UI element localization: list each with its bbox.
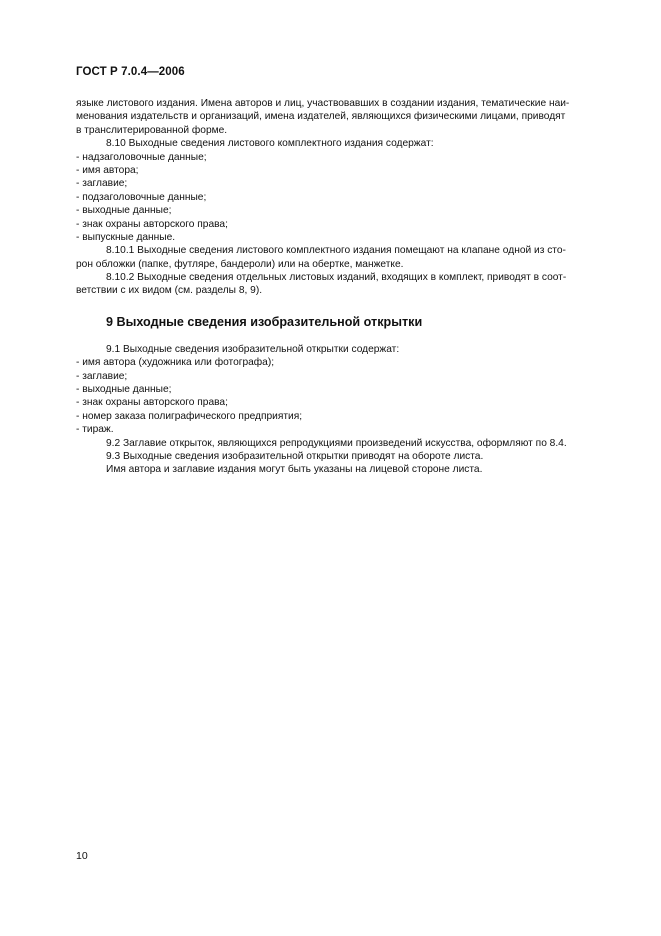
document-header: ГОСТ Р 7.0.4—2006 (76, 66, 185, 78)
text-line: 8.10.2 Выходные сведения отдельных листовых изданий, входящих в комплект, приводят в соот- (106, 272, 567, 284)
text-line: - надзаголовочные данные; (76, 151, 207, 163)
paragraph-block-top (76, 97, 616, 298)
text-line: ветствии с их видом (см. разделы 8, 9). (76, 285, 263, 297)
text-line: языке листового издания. Имена авторов и лиц, участвовавших в создании издания, тематические наи- (76, 98, 570, 109)
text-line: Имя автора и заглавие издания могут быть указаны на лицевой стороне листа. (106, 464, 483, 476)
text-line: - выходные данные; (76, 205, 172, 217)
text-line: - подзаголовочные данные; (76, 191, 207, 203)
text-line: менования издательств и организаций, имена издателей, являющихся физическими лицами, приводят (76, 111, 566, 123)
text-line: - тираж. (76, 424, 114, 436)
text-line: 8.10.1 Выходные сведения листового комплектного издания помещают на клапане одной из сто- (106, 245, 566, 257)
text-line: 8.10 Выходные сведения листового комплектного издания содержат: (106, 138, 434, 150)
text-line: - выпускные данные. (76, 231, 176, 243)
document-body (76, 97, 616, 477)
text-line: - знак охраны авторского права; (76, 218, 228, 230)
text-line: - номер заказа полиграфического предприятия; (76, 410, 303, 422)
text-line: 9.3 Выходные сведения изобразительной открытки приводят на обороте листа. (106, 450, 484, 462)
text-line: 9.2 Заглавие открыток, являющихся репродукциями произведений искусства, оформляют по 8.4. (106, 437, 567, 449)
paragraph-block-bottom (76, 343, 616, 477)
text-line: - имя автора (художника или фотографа); (76, 357, 275, 369)
text-line: - знак охраны авторского права; (76, 397, 228, 409)
text-line: в транслитерированной форме. (76, 124, 228, 136)
text-line: - заглавие; (76, 178, 128, 190)
section-heading: 9 Выходные сведения изобразительной открытки (106, 314, 423, 329)
text-line: - выходные данные; (76, 384, 172, 396)
text-line: - заглавие; (76, 370, 128, 382)
text-line: рон обложки (папке, футляре, бандероли) или на обертке, манжетке. (76, 258, 404, 270)
text-line: 9.1 Выходные сведения изобразительной открытки содержат: (106, 343, 400, 355)
text-line: - имя автора; (76, 164, 139, 176)
page-number: 10 (76, 850, 88, 862)
